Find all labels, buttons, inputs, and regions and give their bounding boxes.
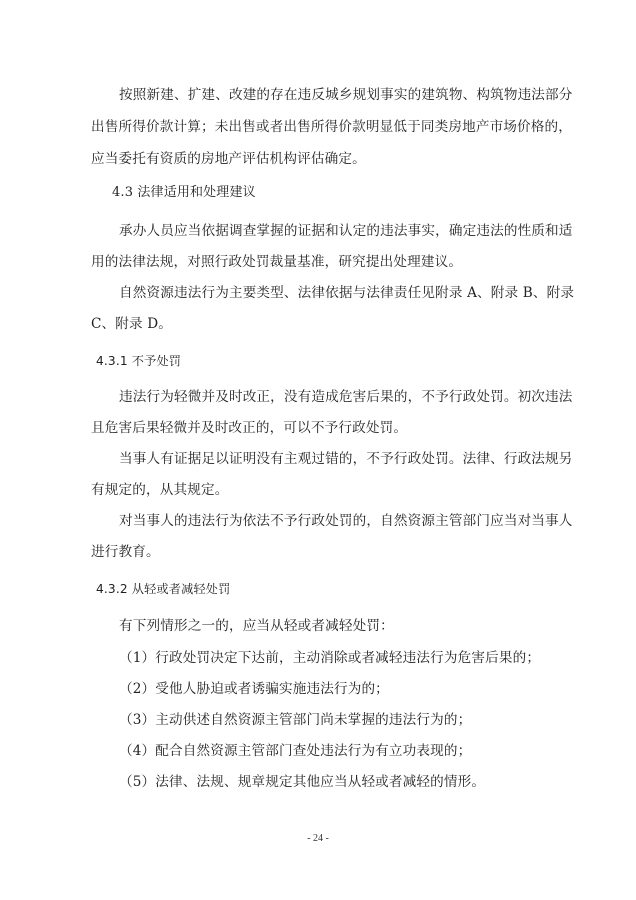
paragraph-1-line-2: 出售所得价款计算；未出售或者出售所得价款明显低于同类房地产市场价格的， <box>91 119 573 135</box>
paragraph-2-line-1: 承办人员应当依据调查掌握的证据和认定的违法事实，确定违法的性质和适 <box>119 223 573 239</box>
list-item-4: （4）配合自然资源主管部门查处违法行为有立功表现的； <box>119 743 472 759</box>
section-heading-4-3: 4.3 法律适用和处理建议 <box>112 185 256 200</box>
list-item-3: （3）主动供述自然资源主管部门尚未掌握的违法行为的； <box>119 712 472 728</box>
paragraph-1-line-3: 应当委托有资质的房地产评估机构评估确定。 <box>91 151 366 167</box>
paragraph-5-line-2: 有规定的，从其规定。 <box>91 482 229 498</box>
page-number: - 24 - <box>307 833 329 844</box>
list-item-5: （5）法律、法规、规章规定其他应当从轻或者减轻的情形。 <box>119 774 486 790</box>
paragraph-5-line-1: 当事人有证据足以证明没有主观过错的，不予行政处罚。法律、行政法规另 <box>119 451 573 467</box>
paragraph-2-line-2: 用的法律法规，对照行政处罚裁量基准，研究提出处理建议。 <box>91 254 463 270</box>
paragraph-7-line-1: 有下列情形之一的，应当从轻或者减轻处罚： <box>119 618 394 634</box>
paragraph-1-line-1: 按照新建、扩建、改建的存在违反城乡规划事实的建筑物、构筑物违法部分 <box>119 87 573 103</box>
list-item-2: （2）受他人胁迫或者诱骗实施违法行为的； <box>119 681 389 697</box>
section-heading-4-3-1: 4.3.1 不予处罚 <box>96 354 182 368</box>
paragraph-6-line-2: 进行教育。 <box>91 544 160 560</box>
list-item-1: （1）行政处罚决定下达前，主动消除或者减轻违法行为危害后果的； <box>119 650 541 666</box>
paragraph-4-line-2: 且危害后果轻微并及时改正的，可以不予行政处罚。 <box>91 420 408 436</box>
paragraph-4-line-1: 违法行为轻微并及时改正，没有造成危害后果的，不予行政处罚。初次违法 <box>119 389 573 405</box>
paragraph-6-line-1: 对当事人的违法行为依法不予行政处罚的，自然资源主管部门应当对当事人 <box>119 513 573 529</box>
section-heading-4-3-2: 4.3.2 从轻或者减轻处罚 <box>96 582 231 596</box>
paragraph-3-line-1: 自然资源违法行为主要类型、法律依据与法律责任见附录 A、附录 B、附录 <box>119 285 575 301</box>
paragraph-3-line-2: C、附录 D。 <box>91 316 173 332</box>
